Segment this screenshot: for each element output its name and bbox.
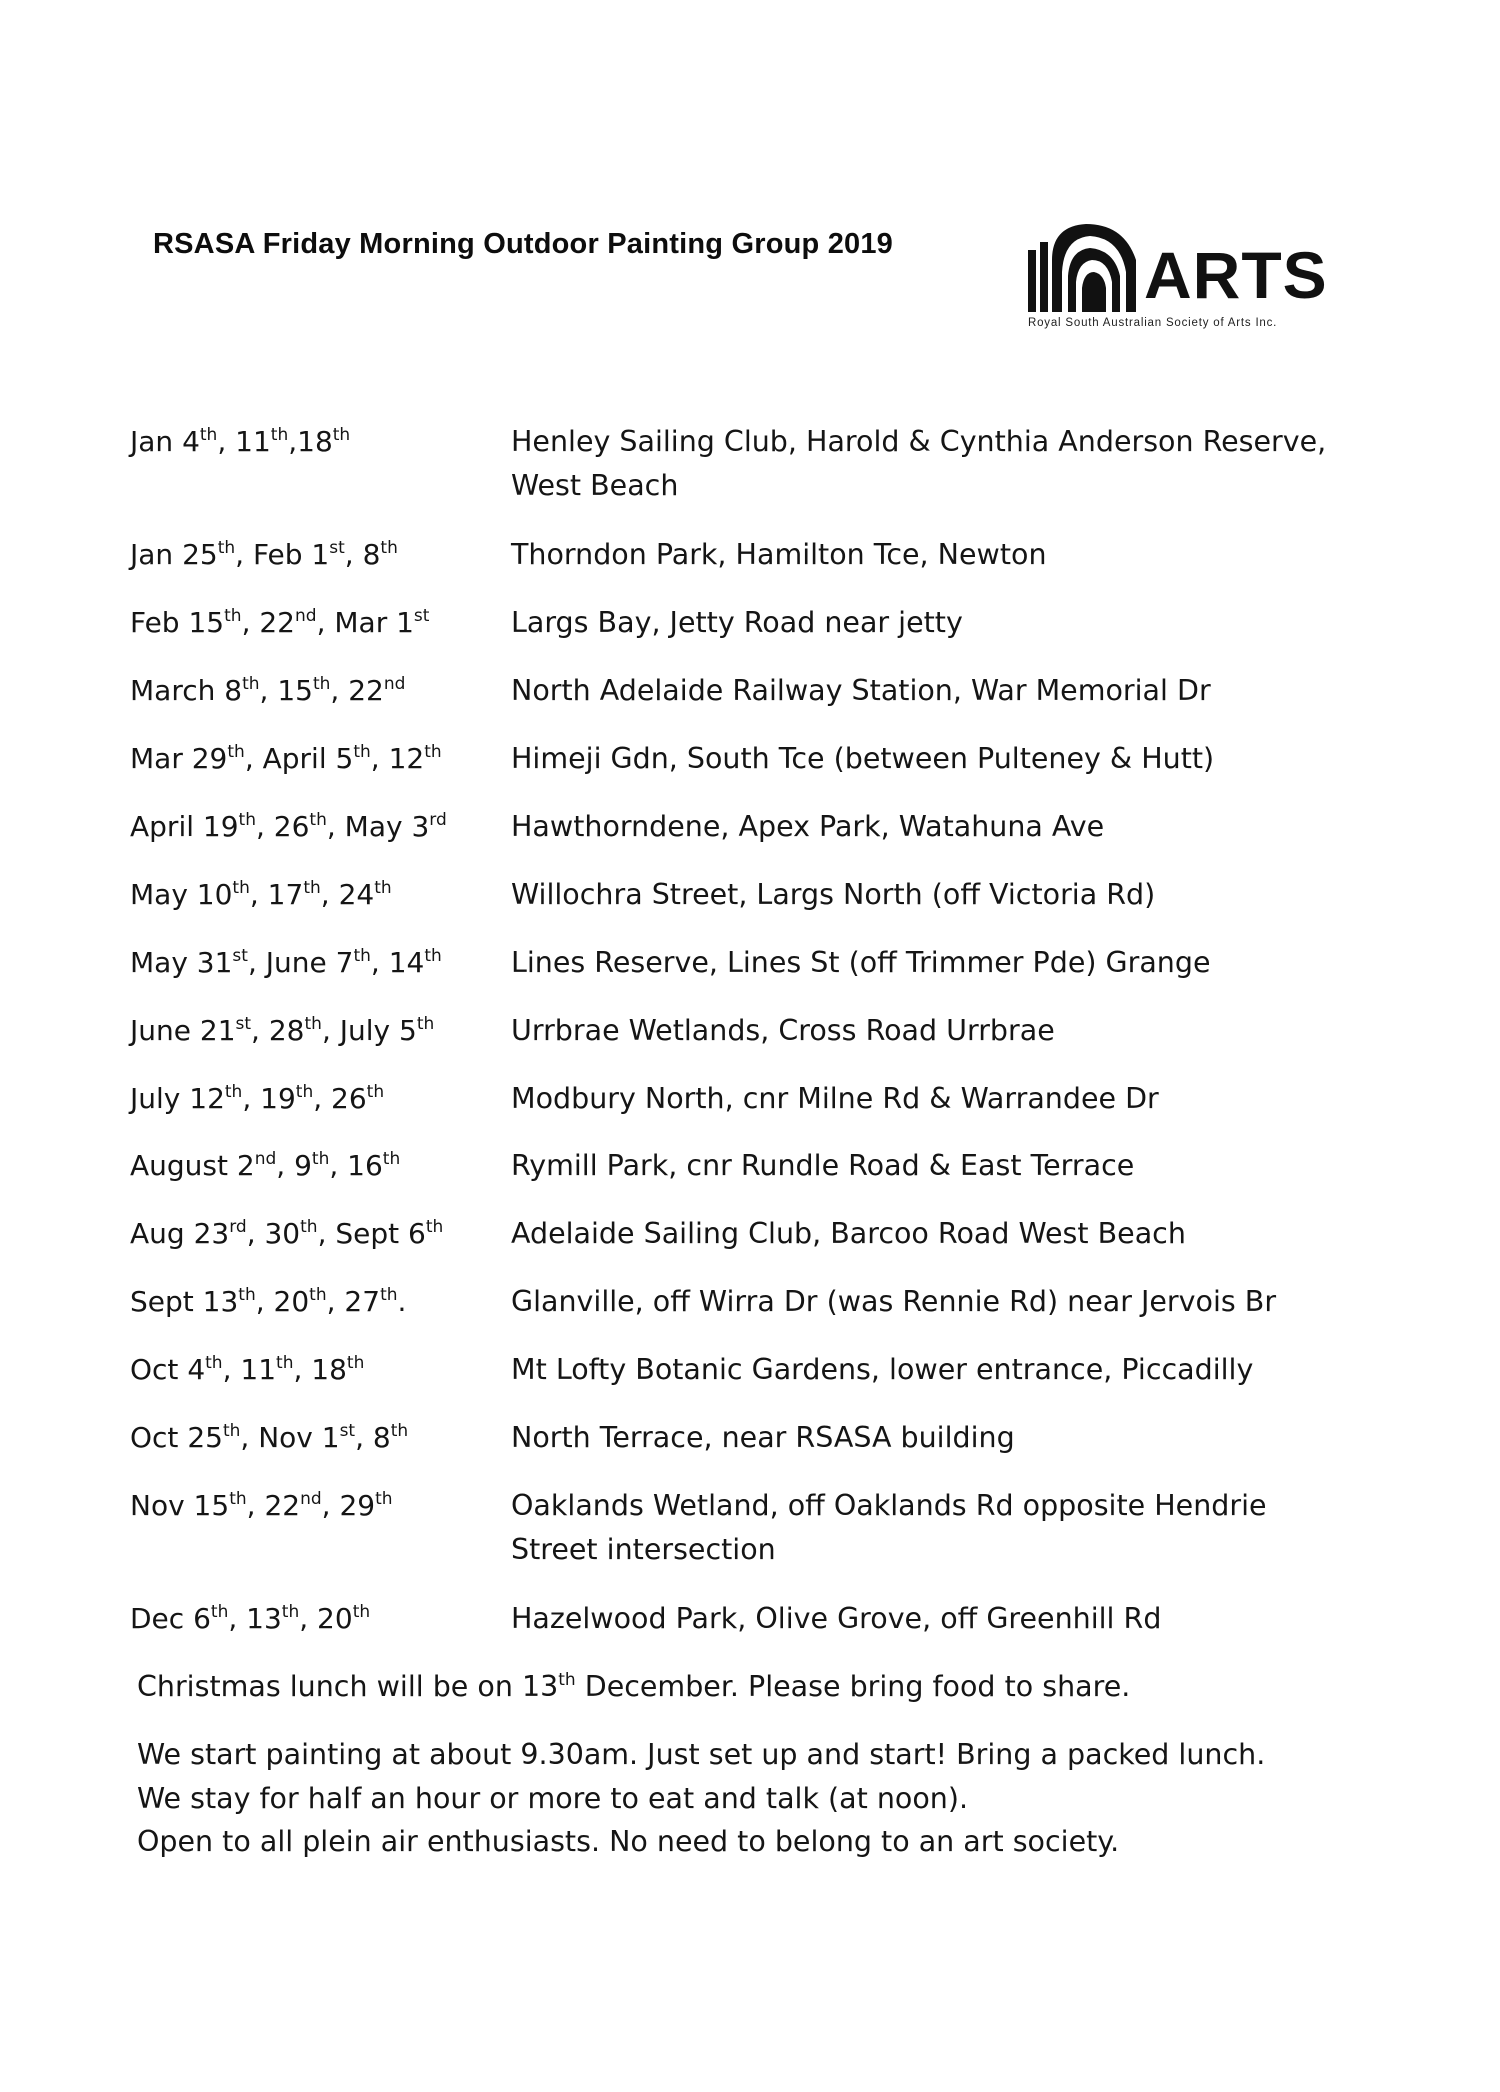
ordinal-suffix: th	[300, 1217, 318, 1237]
ordinal-suffix: nd	[295, 606, 317, 626]
date-text: Aug 23	[130, 1217, 230, 1250]
schedule-dates	[130, 1144, 400, 1192]
schedule-location: Largs Bay, Jetty Road near jetty	[511, 606, 963, 639]
date-text: , Feb 1	[235, 538, 330, 571]
ordinal-suffix: th	[303, 878, 321, 898]
ordinal-suffix: th	[304, 1014, 322, 1034]
date-text: Jan 25	[130, 538, 218, 571]
schedule-location: Himeji Gdn, South Tce (between Pulteney & Hutt)	[511, 742, 1215, 775]
date-text: , 13	[228, 1602, 282, 1635]
schedule-dates	[130, 1597, 370, 1645]
date-text: , 27	[326, 1285, 381, 1318]
date-text: , 30	[246, 1217, 301, 1250]
ordinal-suffix: th	[375, 1489, 393, 1509]
ordinal-suffix: th	[232, 878, 250, 898]
date-text: Feb 15	[130, 606, 225, 639]
schedule-location: Mt Lofty Botanic Gardens, lower entrance, Piccadilly	[511, 1353, 1254, 1386]
schedule-location: Urrbrae Wetlands, Cross Road Urrbrae	[511, 1014, 1055, 1047]
logo-wordmark: ARTS	[1144, 238, 1328, 312]
ordinal-suffix: th	[425, 1217, 444, 1237]
date-text: , June 7	[247, 946, 354, 979]
ordinal-suffix: th	[332, 425, 351, 445]
ordinal-suffix: th	[238, 810, 256, 830]
schedule-location: Rymill Park, cnr Rundle Road & East Terrace	[511, 1149, 1135, 1182]
date-text: , 8	[355, 1421, 391, 1454]
ordinal-suffix: nd	[254, 1149, 277, 1169]
date-text: Oct 4	[130, 1353, 206, 1386]
date-text: Nov 15	[130, 1489, 230, 1522]
date-text: May 31	[130, 946, 233, 979]
schedule-dates	[130, 873, 392, 921]
schedule-dates	[130, 737, 442, 785]
ordinal-suffix: th	[224, 606, 242, 626]
ordinal-suffix: th	[312, 674, 331, 694]
schedule-location: North Terrace, near RSASA building	[511, 1421, 1015, 1454]
ordinal-suffix: th	[242, 674, 260, 694]
schedule-dates	[130, 1416, 408, 1464]
date-text: , 20	[255, 1285, 310, 1318]
date-text: December. Please bring food to share.	[575, 1670, 1131, 1703]
schedule-dates	[130, 805, 447, 853]
date-text: , 8	[344, 538, 381, 571]
date-text: Jan 4	[130, 425, 200, 458]
date-text: March 8	[130, 674, 243, 707]
schedule-location: Modbury North, cnr Milne Rd & Warrandee Dr	[511, 1082, 1159, 1115]
schedule-dates	[130, 601, 429, 649]
date-text: , 14	[370, 946, 425, 979]
schedule-dates	[130, 1077, 384, 1125]
rsasa-arts-logo	[1028, 220, 1332, 334]
ordinal-suffix: th	[276, 1353, 294, 1373]
ordinal-suffix: th	[390, 1421, 409, 1441]
ordinal-suffix: th	[309, 1285, 327, 1305]
ordinal-suffix: th	[353, 946, 371, 966]
schedule-location: Lines Reserve, Lines St (off Trimmer Pde) Grange	[511, 946, 1211, 979]
ordinal-suffix: th	[222, 1421, 241, 1441]
ordinal-suffix: th	[352, 1602, 371, 1622]
ordinal-suffix: th	[353, 742, 371, 762]
date-text: , 26	[313, 1082, 367, 1115]
date-text: , 26	[255, 810, 310, 843]
ordinal-suffix: nd	[383, 674, 406, 694]
ordinal-suffix: th	[424, 742, 442, 762]
ordinal-suffix: st	[329, 538, 345, 558]
date-text: August 2	[130, 1149, 255, 1182]
arch-logo-icon	[1028, 220, 1140, 312]
date-text: , 28	[251, 1014, 305, 1047]
date-text: May 10	[130, 878, 233, 911]
schedule-location: Oaklands Wetland, off Oaklands Rd opposite Hendrie Street intersection	[511, 1489, 1267, 1566]
ordinal-suffix: th	[205, 1353, 223, 1373]
ordinal-suffix: th	[380, 538, 398, 558]
ordinal-suffix: nd	[300, 1489, 322, 1509]
ordinal-suffix: st	[339, 1421, 356, 1441]
date-text: , 9	[276, 1149, 312, 1182]
ordinal-suffix: rd	[229, 1217, 247, 1237]
date-text: .	[397, 1285, 407, 1318]
notes-line: Open to all plein air enthusiasts. No need to belong to an art society.	[137, 1825, 1120, 1858]
schedule-location: Adelaide Sailing Club, Barcoo Road West Beach	[511, 1217, 1186, 1250]
ordinal-suffix: st	[413, 606, 430, 626]
ordinal-suffix: th	[558, 1670, 576, 1690]
date-text: , 11	[222, 1353, 277, 1386]
schedule-dates	[130, 941, 442, 989]
date-text: , 22	[246, 1489, 301, 1522]
ordinal-suffix: th	[382, 1149, 401, 1169]
schedule-dates	[130, 533, 398, 581]
schedule-location: Willochra Street, Largs North (off Victoria Rd)	[511, 878, 1156, 911]
ordinal-suffix: th	[346, 1353, 365, 1373]
date-text: , 12	[370, 742, 425, 775]
date-text: Christmas lunch will be on 13	[137, 1670, 559, 1703]
schedule-location: Hawthorndene, Apex Park, Watahuna Ave	[511, 810, 1105, 843]
date-text: , 24	[320, 878, 375, 911]
schedule-dates	[130, 1348, 364, 1396]
schedule-dates	[130, 669, 405, 717]
christmas-note	[137, 1665, 1387, 1713]
notes-line: We start painting at about 9.30am. Just set up and start! Bring a packed lunch.	[137, 1738, 1266, 1771]
ordinal-suffix: th	[374, 878, 392, 898]
schedule-location: North Adelaide Railway Station, War Memorial Dr	[511, 674, 1211, 707]
schedule-location: Hazelwood Park, Olive Grove, off Greenhill Rd	[511, 1602, 1162, 1635]
date-text: , 18	[293, 1353, 347, 1386]
date-text: , 20	[299, 1602, 353, 1635]
date-text: , 17	[249, 878, 304, 911]
ordinal-suffix: th	[380, 1285, 398, 1305]
date-text: April 19	[130, 810, 239, 843]
ordinal-suffix: th	[224, 1082, 243, 1102]
date-text: Mar 29	[130, 742, 228, 775]
ordinal-suffix: th	[217, 538, 236, 558]
date-text: , April 5	[244, 742, 354, 775]
date-text: Dec 6	[130, 1602, 211, 1635]
ordinal-suffix: th	[210, 1602, 229, 1622]
ordinal-suffix: th	[295, 1082, 314, 1102]
date-text: , 15	[259, 674, 313, 707]
date-text: Sept 13	[130, 1285, 239, 1318]
date-text: July 12	[130, 1082, 225, 1115]
date-text: , July 5	[321, 1014, 417, 1047]
date-text: , Nov 1	[240, 1421, 340, 1454]
date-text: , 29	[321, 1489, 376, 1522]
ordinal-suffix: th	[281, 1602, 300, 1622]
document-title: RSASA Friday Morning Outdoor Painting Group 2019	[153, 228, 894, 260]
ordinal-suffix: th	[416, 1014, 435, 1034]
ordinal-suffix: th	[238, 1285, 256, 1305]
date-text: , 16	[329, 1149, 383, 1182]
date-text: ,18	[288, 425, 333, 458]
schedule-dates	[130, 1484, 393, 1532]
ordinal-suffix: th	[199, 425, 218, 445]
date-text: , May 3	[326, 810, 430, 843]
schedule-dates	[130, 1280, 406, 1328]
date-text: , 11	[217, 425, 271, 458]
logo-subtitle: Royal South Australian Society of Arts Inc.	[1028, 317, 1278, 329]
ordinal-suffix: th	[311, 1149, 330, 1169]
schedule-location: Thorndon Park, Hamilton Tce, Newton	[511, 538, 1047, 571]
date-text: , 22	[241, 606, 295, 639]
ordinal-suffix: th	[270, 425, 289, 445]
date-text: June 21	[130, 1014, 236, 1047]
ordinal-suffix: th	[366, 1082, 385, 1102]
ordinal-suffix: st	[232, 946, 248, 966]
ordinal-suffix: st	[235, 1014, 252, 1034]
schedule-dates	[130, 420, 350, 468]
date-text: Oct 25	[130, 1421, 223, 1454]
ordinal-suffix: th	[227, 742, 245, 762]
schedule-location: Henley Sailing Club, Harold & Cynthia Anderson Reserve, West Beach	[511, 425, 1327, 502]
ordinal-suffix: th	[309, 810, 327, 830]
schedule-dates	[130, 1212, 443, 1260]
date-text: , 19	[242, 1082, 296, 1115]
date-text: , Sept 6	[317, 1217, 426, 1250]
ordinal-suffix: rd	[429, 810, 447, 830]
schedule-dates	[130, 1009, 434, 1057]
notes-line: We stay for half an hour or more to eat and talk (at noon).	[137, 1782, 969, 1815]
schedule-location: Glanville, off Wirra Dr (was Rennie Rd) near Jervois Br	[511, 1285, 1277, 1318]
ordinal-suffix: th	[424, 946, 442, 966]
date-text: , Mar 1	[316, 606, 414, 639]
date-text: , 22	[330, 674, 384, 707]
ordinal-suffix: th	[229, 1489, 247, 1509]
